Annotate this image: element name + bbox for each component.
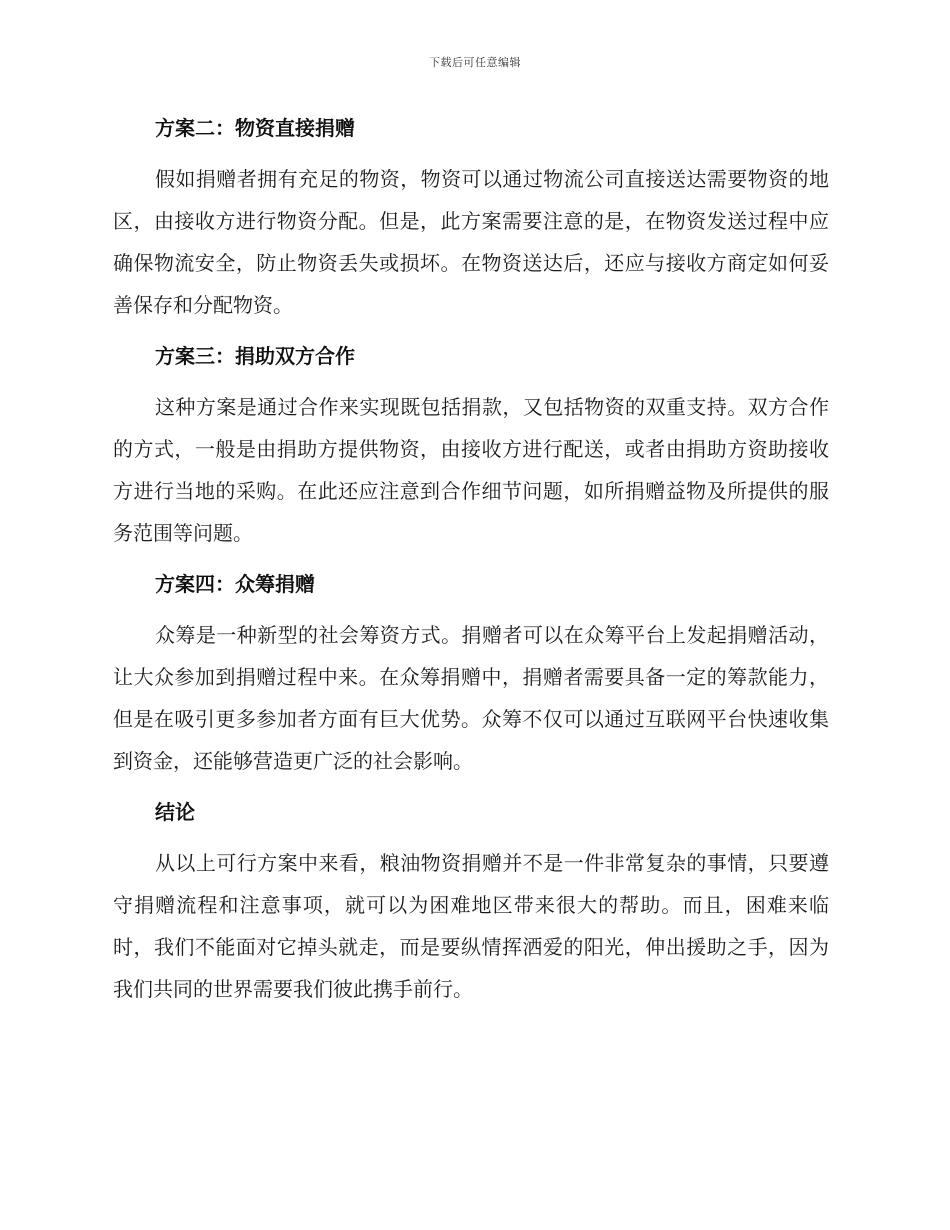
section-paragraph-plan-three: 这种方案是通过合作来实现既包括捐款，又包括物资的双重支持。双方合作的方式，一般是由捐助方提供物资，由接收方进行配送，或者由捐助方资助接收方进行当地的采购。在此还应注意到合作细节问题，如所捐赠益物及所提供的服务范围等问题。 xyxy=(113,395,829,545)
section-heading-plan-three: 方案三：捐助双方合作 xyxy=(155,344,355,368)
document-body xyxy=(113,108,829,1020)
section-paragraph-conclusion: 从以上可行方案中来看，粮油物资捐赠并不是一件非常复杂的事情，只要遵守捐赠流程和注意事项，就可以为困难地区带来很大的帮助。而且，困难来临时，我们不能面对它掉头就走，而是要纵情挥洒爱的阳光，伸出援助之手，因为我们共同的世界需要我们彼此携手前行。 xyxy=(113,851,829,1001)
section-heading-plan-four: 方案四：众筹捐赠 xyxy=(155,572,315,596)
section-paragraph-plan-two: 假如捐赠者拥有充足的物资，物资可以通过物流公司直接送达需要物资的地区，由接收方进行物资分配。但是，此方案需要注意的是，在物资发送过程中应确保物流安全，防止物资丢失或损坏。在物资送达后，还应与接收方商定如何妥善保存和分配物资。 xyxy=(113,167,829,317)
page-header: 下载后可任意编辑 xyxy=(429,56,521,69)
section-heading-conclusion: 结论 xyxy=(155,800,195,824)
section-heading-plan-two: 方案二：物资直接捐赠 xyxy=(155,116,355,140)
section-paragraph-plan-four: 众筹是一种新型的社会筹资方式。捐赠者可以在众筹平台上发起捐赠活动，让大众参加到捐赠过程中来。在众筹捐赠中，捐赠者需要具备一定的筹款能力，但是在吸引更多参加者方面有巨大优势。众筹不仅可以通过互联网平台快速收集到资金，还能够营造更广泛的社会影响。 xyxy=(113,623,829,773)
